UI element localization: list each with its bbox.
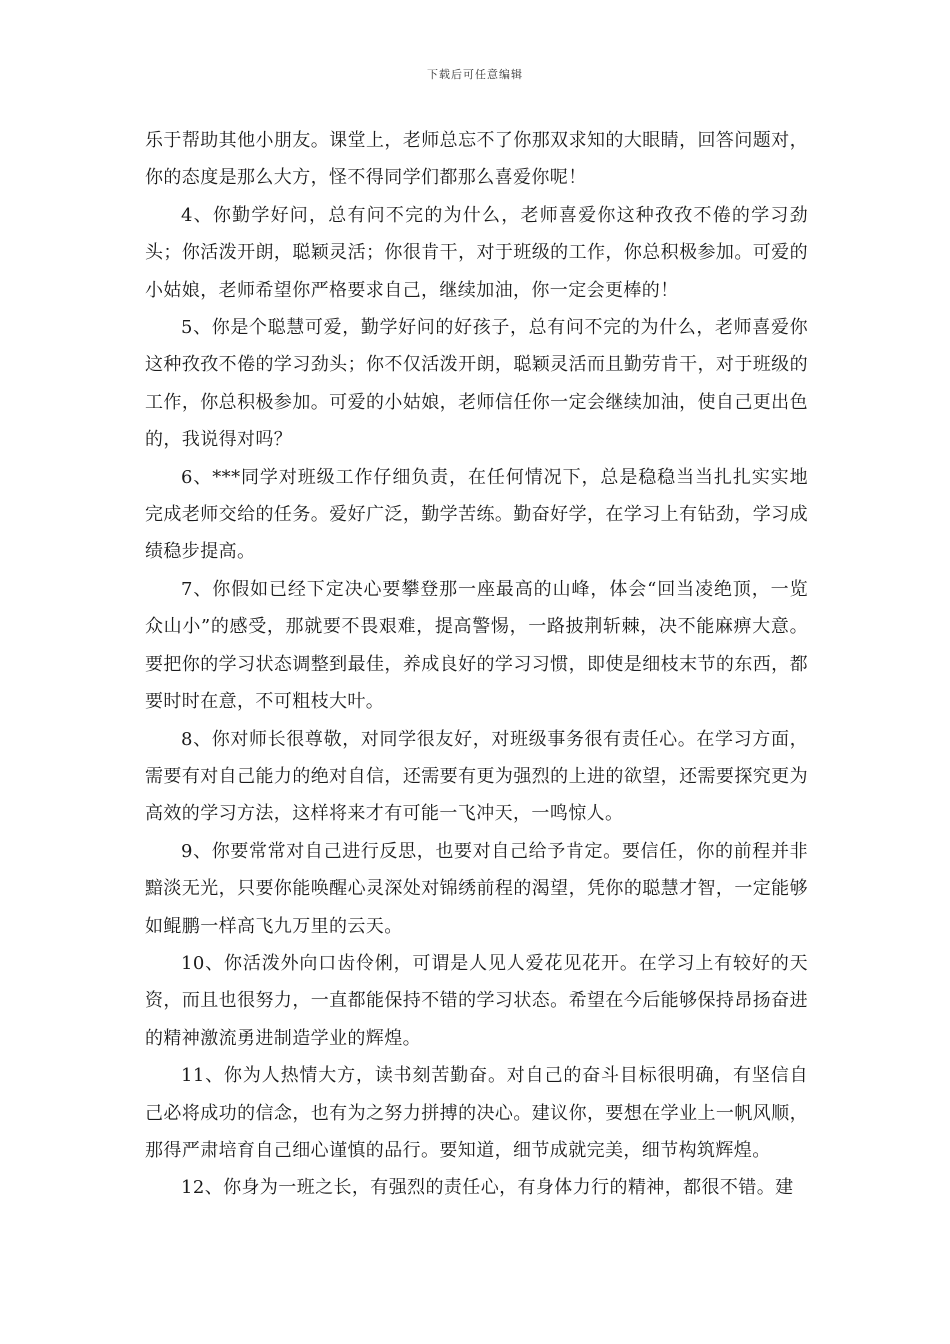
paragraph-0: 乐于帮助其他小朋友。课堂上，老师总忘不了你那双求知的大眼睛，回答问题对，你的态度是那么大方，怪不得同学们都那么喜爱你呢！: [145, 130, 808, 189]
paragraph-4: 4、你勤学好问，总有问不完的为什么，老师喜爱你这种孜孜不倦的学习劲头；你活泼开朗，聪颖灵活；你很肯干，对于班级的工作，你总积极参加。可爱的小姑娘，老师希望你严格要求自己，继续加油，你一定会更棒的！: [145, 204, 808, 301]
paragraph-8: 8、你对师长很尊敬，对同学很友好，对班级事务很有责任心。在学习方面，需要有对自己能力的绝对自信，还需要有更为强烈的上进的欲望，还需要探究更为高效的学习方法，这样将来才有可能一飞冲天，一鸣惊人。: [145, 728, 808, 825]
paragraph-5: 5、你是个聪慧可爱，勤学好问的好孩子，总有问不完的为什么，老师喜爱你这种孜孜不倦的学习劲头；你不仅活泼开朗，聪颖灵活而且勤劳肯干，对于班级的工作，你总积极参加。可爱的小姑娘，老师信任你一定会继续加油，使自己更出色的，我说得对吗？: [145, 317, 808, 451]
paragraph-11: 11、你为人热情大方，读书刻苦勤奋。对自己的奋斗目标很明确，有坚信自己必将成功的信念，也有为之努力拼搏的决心。建议你，要想在学业上一帆风顺，那得严肃培育自己细心谨慎的品行。要知道，细节成就完美，细节构筑辉煌。: [145, 1065, 808, 1161]
paragraph-12: 12、你身为一班之长，有强烈的责任心，有身体力行的精神，都很不错。建: [181, 1177, 794, 1199]
page-header: 下载后可任意编辑: [427, 68, 523, 81]
paragraph-6: 6、***同学对班级工作仔细负责，在任何情况下，总是稳稳当当扎扎实实地完成老师交给的任务。爱好广泛，勤学苦练。勤奋好学，在学习上有钻劲，学习成绩稳步提高。: [145, 466, 808, 563]
paragraph-7: 7、你假如已经下定决心要攀登那一座最高的山峰，体会“回当凌绝顶，一览众山小”的感受，那就要不畏艰难，提高警惕，一路披荆斩棘，决不能麻痹大意。要把你的学习状态调整到最佳，养成良好的学习习惯，即使是细枝末节的东西，都要时时在意，不可粗枝大叶。: [145, 578, 808, 713]
document-body: [145, 122, 808, 1207]
paragraph-9: 9、你要常常对自己进行反思，也要对自己给予肯定。要信任，你的前程并非黯淡无光，只要你能唤醒心灵深处对锦绣前程的渴望，凭你的聪慧才智，一定能够如鲲鹏一样高飞九万里的云天。: [145, 840, 808, 937]
paragraph-10: 10、你活泼外向口齿伶俐，可谓是人见人爱花见花开。在学习上有较好的天资，而且也很努力，一直都能保持不错的学习状态。希望在今后能够保持昂扬奋进的精神激流勇进制造学业的辉煌。: [145, 952, 808, 1049]
